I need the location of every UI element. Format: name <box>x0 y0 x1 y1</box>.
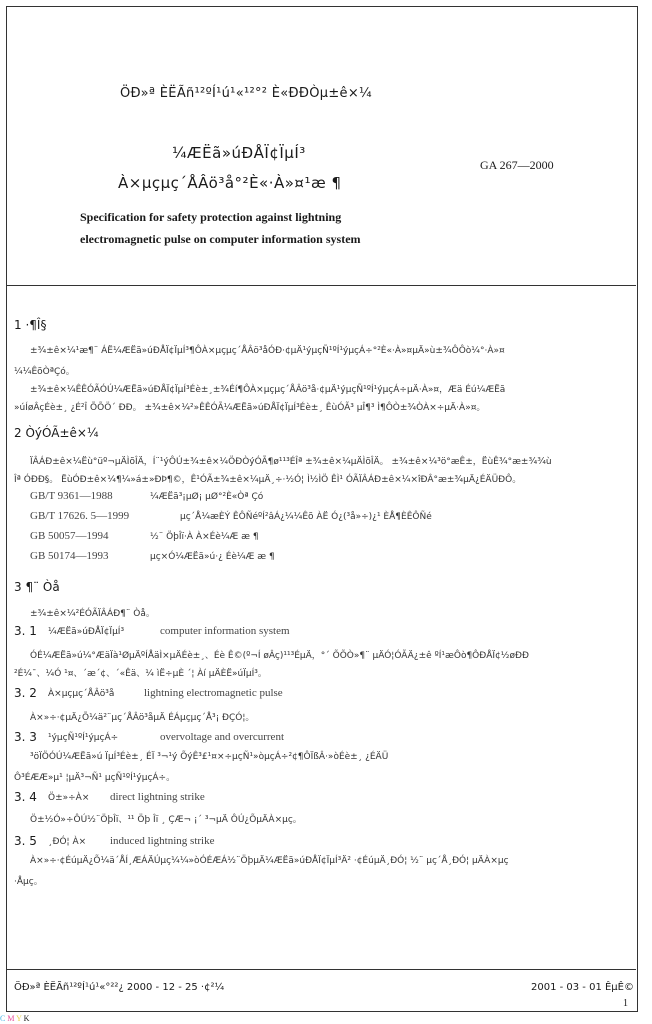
header-divider <box>6 285 636 286</box>
definition-number: 3. 2 <box>14 686 37 700</box>
definition-text: À×»÷·¢µÄ¿Õ¼ä²¨µç´ÅÂö³åµÄ ÉÁµçµç´Å³¡ ÐÇÓ¦。 <box>30 713 255 723</box>
definition-text-cont: ·Åµç。 <box>14 877 43 887</box>
issue-date: ÖÐ»ª ÈËÃñ¹²ºÍ¹ú¹«°²²¿ 2000 - 12 - 25 ·¢²¼ <box>14 982 225 993</box>
section-2-para: ÏÂÁÐ±ê×¼Ëù°üº¬µÄÌõÎÄ，Í¨¹ýÔÚ±¾±ê×¼ÖÐÒýÓÃ¶ø¹¹³ÉÎª ±¾±ê×¼µÄÌõÎÄ。 ±¾±ê×¼³ö°æÊ±，ËùÊ¾°æ±¾¾ù <box>30 457 552 467</box>
definition-term: Ö±»÷À× <box>48 793 90 803</box>
title-line-1: ¼ÆËã»úÐÅÏ¢ÏµÍ³ <box>172 144 306 162</box>
ministry-heading: ÖÐ»ª ÈËÃñ¹²ºÍ¹ú¹«¹²°² È«ÐÐÒµ±ê×¼ <box>120 86 372 101</box>
title-line-2: À×µçµç´ÅÂö³å°²È«·À»¤¹æ ¶ <box>118 174 342 192</box>
section-2-para-cont: Îª ÓÐÐ§。 ËùÓÐ±ê×¼¶¼»á±»ÐÞ¶©，Ê¹ÓÃ±¾±ê×¼µÄ¸÷·½Ó¦ Ì½ÌÖ ÊÌ¹ ÓÃÏÂÁÐ±ê×¼×îÐÂ°æ±¾µÄ¿ÉÄÜÐÔ。 <box>14 475 522 485</box>
page-number: 1 <box>623 998 628 1009</box>
definition-number: 3. 4 <box>14 790 37 804</box>
section-1-heading: 1 ·¶Î§ <box>14 318 47 332</box>
definition-text-cont: ²É¼¯、¼Ó ¹¤、´æ´¢、´«Êä、¼ ìË÷µÈ ´¦ Àí µÄÈË»úÏµÍ³。 <box>14 669 267 679</box>
definition-english: direct lightning strike <box>110 791 205 803</box>
definition-number: 3. 3 <box>14 730 37 744</box>
definition-number: 3. 1 <box>14 624 37 638</box>
definition-english: overvoltage and overcurrent <box>160 731 284 743</box>
standard-code: GA 267—2000 <box>480 158 554 172</box>
definition-text-cont: Ô³ÉÆÆ»µ¹ ¦µÄ³¬Ñ¹ µçÑ¹ºÍ¹ýµçÁ÷。 <box>14 773 176 783</box>
section-3-intro: ±¾±ê×¼²ÉÓÃÏÂÁÐ¶¨ Òå。 <box>30 609 155 619</box>
footer-divider <box>6 969 636 970</box>
definition-text: Ö±½Ó»÷ÔÚ½¨ÖþÎï、¹¹ Öþ Îï ¸ ÇÆ¬ ¡´ ³¬µÄ ÔÚ¿ÕµÄÀ×µç。 <box>30 815 302 825</box>
definition-number: 3. 5 <box>14 834 37 848</box>
ref-code: GB/T 17626. 5—1999 <box>30 510 130 522</box>
ref-title: µç´Å¼æÈÝ ÊÔÑéºÍ²âÁ¿¼¼Êõ ÀË Ó¿(³å»÷)¿¹ ÈÅ¶ÈÊÔÑé <box>180 512 432 522</box>
definition-english: induced lightning strike <box>110 835 215 847</box>
section-1-para-2-cont: »úÍøÂçÉè±¸ ¿É²Î ÕÕÖ´ ÐÐ。 ±¾±ê×¼²»ÊÊÓÃ¼ÆËã»úÐÅÏ¢ÏµÍ³Éè±¸ ÊùÓÃ³ µÎ¶³ Ì¶ÔÒ±¾ÒÀ×÷µÄ·À»¤。 <box>14 403 486 413</box>
definition-term: ¸ÐÓ¦ À× <box>48 837 87 847</box>
definition-text: ³öÏÖÓÚ¼ÆËã»ú ÏµÍ³Éè±¸ ÉÏ ³¬¹ý ÕýÊ³£¹¤×÷µçÑ¹»òµçÁ÷²¢¶ÔÏßÂ·»òÉè±¸ ¿ÉÄÜ <box>30 752 389 762</box>
ref-code: GB 50057—1994 <box>30 530 109 542</box>
effective-date: 2001 - 03 - 01 ÊµÊ© <box>530 982 634 993</box>
definition-text: À×»÷·¢ÉúµÄ¿Õ¼ä´ÅÍ¸ÆÁÄÚµç¼¼»òÓÉÆÁ½¨ÖþµÄ¼ÆËã»úÐÅÏ¢ÏµÍ³Ä² ·¢ÉúµÄ¸ÐÓ¦ ½¨ µç´Å¸ÐÓ¦ µÄÀ×µç <box>30 856 509 866</box>
section-1-para-1: ±¾±ê×¼¹æ¶¨ ÁË¼ÆËã»úÐÅÏ¢ÏµÍ³¶ÔÀ×µçµç´ÅÂö³åÓÐ·¢µÄ¹ýµçÑ¹ºÍ¹ýµçÁ÷°²È«·À»¤µÄ»ù±¾ÔÔò¼°·À»¤ <box>30 346 505 356</box>
definition-english: computer information system <box>160 625 290 637</box>
definition-english: lightning electromagnetic pulse <box>144 687 283 699</box>
ref-title: ½¨ ÖþÎï·À À×Éè¼Æ æ ¶ <box>150 532 259 542</box>
cmyk-label: C M Y K <box>0 1014 30 1023</box>
ref-title: ¼ÆËã³¡µØ¡ µØ°²È«Òª Çó <box>150 492 264 502</box>
section-1-para-1-cont: ¼¼ÊõÒªÇó。 <box>14 367 75 377</box>
definition-term: ¹ýµçÑ¹ºÍ¹ýµçÁ÷ <box>48 733 119 743</box>
english-title-line-2: electromagnetic pulse on computer information system <box>80 232 361 246</box>
section-1-para-2: ±¾±ê×¼ÊÊÓÃÓÚ¼ÆËã»úÐÅÏ¢ÏµÍ³Éè±¸±¾Éí¶ÔÀ×µçµç´ÅÂö³å·¢µÄ¹ýµçÑ¹ºÍ¹ýµçÁ÷µÄ·À»¤，Æä Éú¼ÆËã <box>30 385 506 395</box>
definition-text: ÓÉ¼ÆËã»ú¼°ÆäÏà¹ØµÄºÍÅäÌ×µÄÉè±¸、Éè Ê©(º¬Í øÂç)¹¹³ÉµÄ，°´ ÕÕÒ»¶¨ µÄÓ¦ÓÃÄ¿±ê ºÍ¹æÔò¶ÔÐÅÏ¢½øÐÐ <box>30 651 529 661</box>
english-title-line-1: Specification for safety protection against lightning <box>80 210 342 224</box>
definition-term: À×µçµç´ÅÂö³å <box>48 689 115 699</box>
cmyk-registration-mark <box>0 1014 29 1023</box>
ref-code: GB/T 9361—1988 <box>30 490 113 502</box>
ref-title: µç×Ó¼ÆËã»ú·¿ Éè¼Æ æ ¶ <box>150 552 275 562</box>
definition-term: ¼ÆËã»úÐÅÏ¢ÏµÍ³ <box>48 627 125 637</box>
ref-code: GB 50174—1993 <box>30 550 109 562</box>
section-2-heading: 2 ÒýÓÃ±ê×¼ <box>14 426 99 440</box>
section-3-heading: 3 ¶¨ Òå <box>14 580 60 594</box>
